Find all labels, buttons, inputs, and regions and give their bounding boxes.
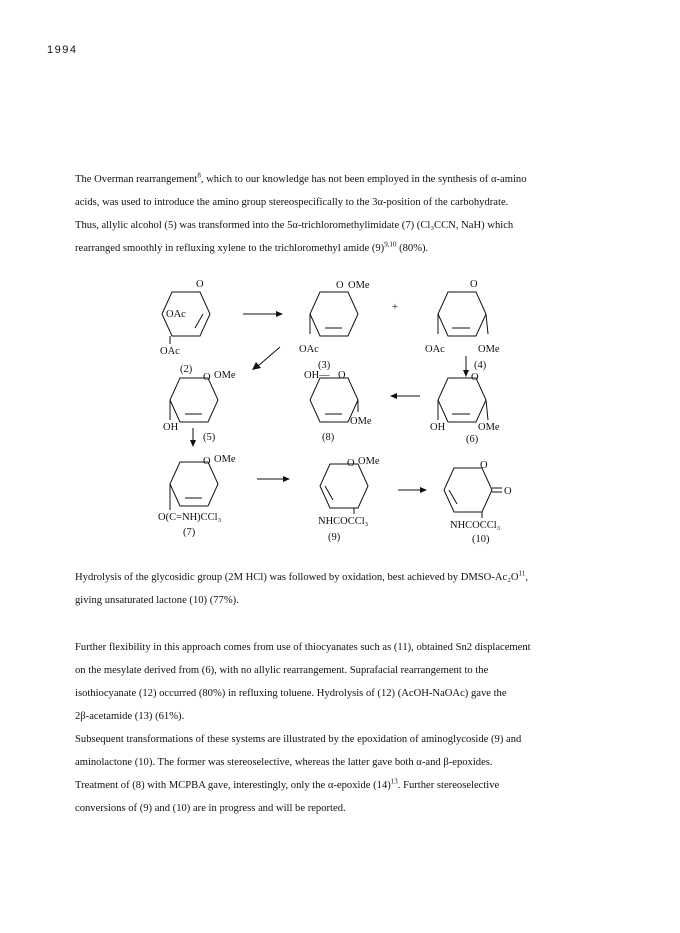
text-line: acids, was used to introduce the amino group stereospecifically to the 3α-position of the carbohydrate.: [75, 197, 509, 208]
reaction-scheme: [0, 270, 680, 560]
svg-text:NHCOCCl₃: NHCOCCl₃: [318, 516, 369, 527]
svg-text:(9): (9): [328, 532, 341, 543]
paragraph-overman: [75, 168, 635, 260]
svg-text:OMe: OMe: [478, 344, 500, 355]
svg-text:O: O: [338, 370, 346, 381]
compound-10: [444, 460, 512, 545]
compound-7: [158, 454, 236, 538]
text-line: Treatment of (8) with MCPBA gave, interestingly, only the α-epoxide $(14)^{13}$. Further stereoselective: [75, 777, 500, 791]
paragraph-thiocyanates: [75, 636, 635, 820]
svg-text:OAc: OAc: [299, 344, 319, 355]
svg-text:O: O: [504, 486, 512, 497]
svg-text:O: O: [480, 460, 488, 471]
svg-text:NHCOCCl₃: NHCOCCl₃: [450, 520, 501, 531]
svg-text:OMe: OMe: [478, 422, 500, 433]
plus-sign: +: [392, 302, 398, 313]
svg-text:OMe: OMe: [350, 416, 372, 427]
paragraph-hydrolysis: [75, 566, 635, 612]
svg-text:OAc: OAc: [425, 344, 445, 355]
page-number: 1994: [47, 44, 78, 56]
compound-4: [425, 279, 500, 371]
text-line: rearranged smoothly in refluxing xylene to the trichloromethyl amide $(9)^{9,10}$ (80%).: [75, 240, 429, 254]
svg-text:O: O: [471, 372, 479, 383]
svg-text:OMe: OMe: [358, 456, 380, 467]
compound-6: [430, 372, 500, 445]
text-line: isothiocyanate (12) occurred (80%) in refluxing toluene. Hydrolysis of (12) (AcOH-NaOAc) gave the: [75, 688, 507, 699]
compound-8: [304, 370, 372, 443]
text-line: Thus, allylic alcohol (5) was transformed into the 5α-trichloromethylimidate (7) (Cl₃CCN, NaH) which: [75, 220, 514, 231]
svg-text:(2): (2): [180, 364, 193, 375]
svg-text:O: O: [196, 279, 204, 290]
text-line: giving unsaturated lactone (10) (77%).: [75, 595, 239, 606]
svg-text:OMe: OMe: [214, 454, 236, 465]
svg-text:OH—: OH—: [304, 370, 330, 381]
svg-text:(10): (10): [472, 534, 490, 545]
text-line: Further flexibility in this approach comes from use of thiocyanates such as (11), obtained Sn2 displacement: [75, 642, 531, 653]
svg-text:(3): (3): [318, 360, 331, 371]
text-line: aminolactone (10). The former was stereoselective, whereas the latter gave both α-and β-epoxides.: [75, 757, 493, 768]
svg-text:O: O: [203, 372, 211, 383]
svg-text:OMe: OMe: [348, 280, 370, 291]
svg-text:OH: OH: [163, 422, 179, 433]
svg-text:(5): (5): [203, 432, 216, 443]
svg-text:O: O: [336, 280, 344, 291]
compound-3: [299, 280, 370, 371]
svg-text:O(C=NH)CCl₃: O(C=NH)CCl₃: [158, 512, 222, 523]
svg-text:OMe: OMe: [214, 370, 236, 381]
compound-2: [160, 279, 210, 375]
compound-5: [163, 370, 236, 447]
svg-text:OAc: OAc: [160, 346, 180, 357]
svg-text:(8): (8): [322, 432, 335, 443]
text-line: The Overman rearrangement$^8$, which to our knowledge has not been employed in the synthesis of α-amino: [75, 171, 527, 185]
svg-text:O: O: [470, 279, 478, 290]
text-line: Hydrolysis of the glycosidic group (2M HCl) was followed by oxidation, best achieved by DMSO-$Ac_2O^{11}$,: [75, 569, 528, 583]
text-line: Subsequent transformations of these systems are illustrated by the epoxidation of aminoglycoside (9) and: [75, 734, 522, 745]
svg-text:O: O: [347, 458, 355, 469]
svg-text:(4): (4): [474, 360, 487, 371]
svg-text:(7): (7): [183, 527, 196, 538]
svg-text:OH: OH: [430, 422, 446, 433]
text-line: 2β-acetamide (13) (61%).: [75, 711, 185, 722]
svg-text:OAc: OAc: [166, 309, 186, 320]
text-line: on the mesylate derived from (6), with no allylic rearrangement. Suprafacial rearrangement to the: [75, 665, 489, 676]
svg-text:(6): (6): [466, 434, 479, 445]
svg-text:O: O: [203, 456, 211, 467]
compound-9: [318, 456, 380, 543]
text-line: conversions of (9) and (10) are in progress and will be reported.: [75, 803, 346, 814]
